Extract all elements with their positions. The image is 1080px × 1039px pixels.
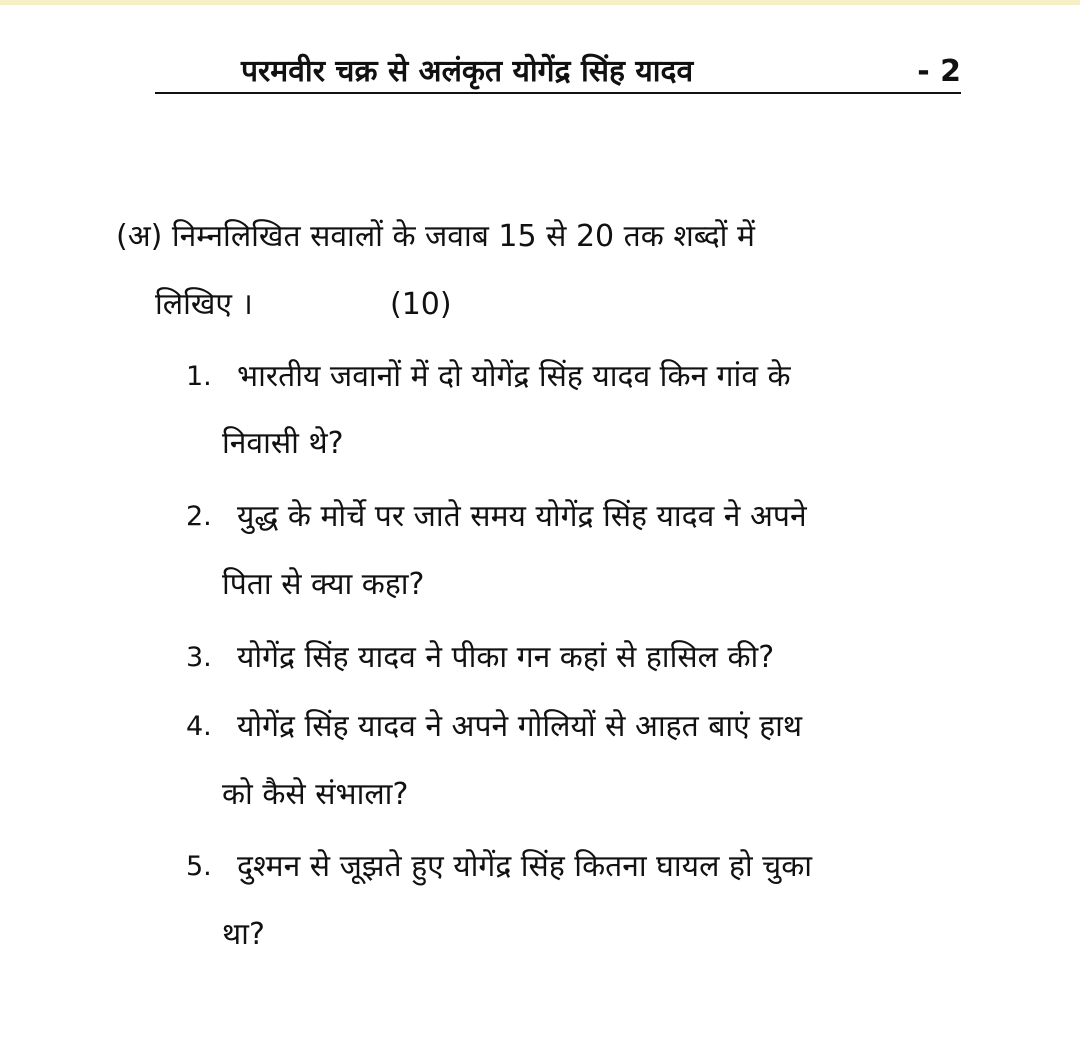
- title-number: - 2: [917, 54, 961, 89]
- question-number: 2.: [186, 501, 212, 532]
- question-text: युद्ध के मोर्चे पर जाते समय योगेंद्र सिंह यादव ने अपने: [237, 499, 807, 534]
- question-text: भारतीय जवानों में दो योगेंद्र सिंह यादव किन गांव के: [237, 359, 791, 394]
- question-text-continued: पिता से क्या कहा?: [222, 567, 425, 602]
- section-instruction-continued: लिखिए ।: [155, 287, 253, 322]
- question-number: 1.: [186, 361, 212, 392]
- question-text: दुश्मन से जूझते हुए योगेंद्र सिंह कितना घायल हो चुका: [237, 849, 813, 884]
- question-text: योगेंद्र सिंह यादव ने अपने गोलियों से आहत बाएं हाथ: [237, 709, 803, 744]
- question-text-continued: को कैसे संभाला?: [222, 777, 409, 812]
- question-number: 5.: [186, 851, 212, 882]
- question-number: 4.: [186, 711, 212, 742]
- section-instruction: (अ) निम्नलिखित सवालों के जवाब 15 से 20 तक शब्दों में: [116, 219, 755, 254]
- question-text: योगेंद्र सिंह यादव ने पीका गन कहां से हासिल की?: [237, 640, 775, 675]
- title-row: [155, 52, 961, 94]
- question-number: 3.: [186, 642, 212, 673]
- section-marks: (10): [390, 287, 452, 322]
- question-text-continued: था?: [222, 917, 265, 952]
- page-title: परमवीर चक्र से अलंकृत योगेंद्र सिंह यादव: [241, 54, 694, 89]
- question-text-continued: निवासी थे?: [222, 426, 344, 461]
